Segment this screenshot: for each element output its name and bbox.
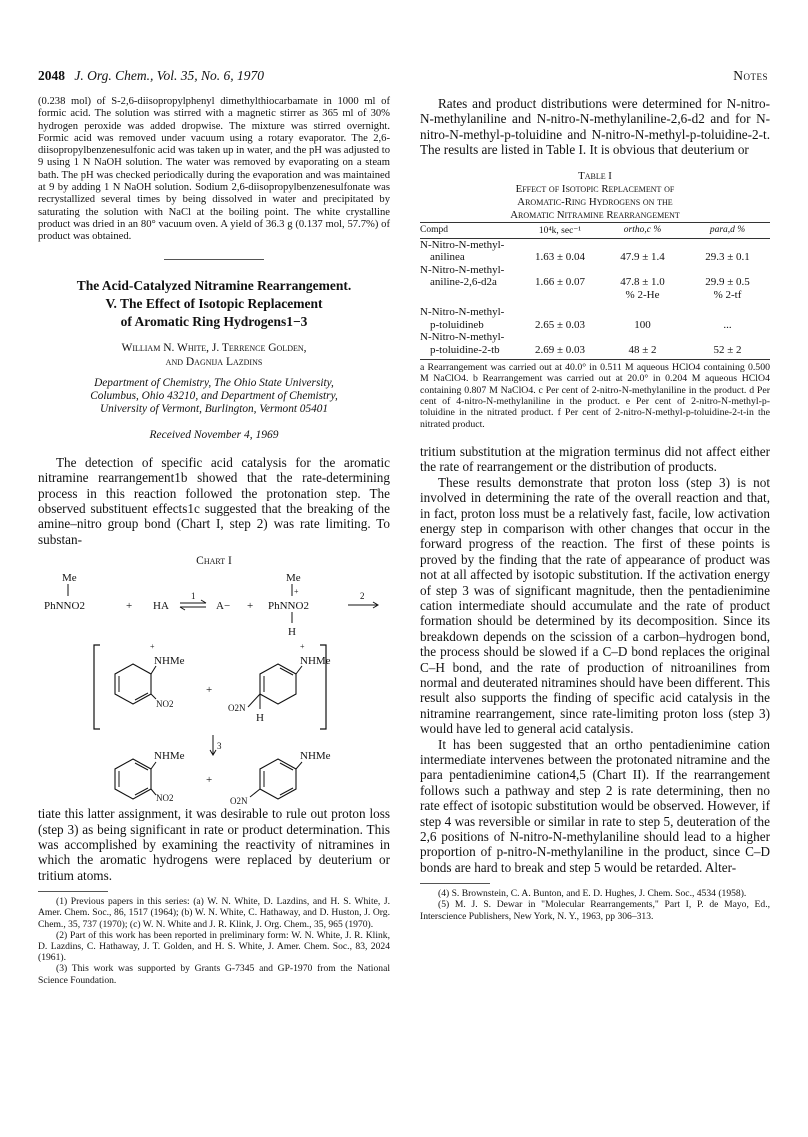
table-row xyxy=(420,344,770,357)
para-cell: 29.3 ± 0.1 xyxy=(705,251,750,264)
ortho-cell: 48 ± 2 xyxy=(628,343,657,356)
affiliation xyxy=(38,377,390,417)
table-row xyxy=(420,331,770,344)
rate-cell: 1.63 ± 0.04 xyxy=(534,251,586,264)
step-3-arrow xyxy=(210,735,222,755)
plus-sign: + xyxy=(247,600,254,613)
step-1-label: 1 xyxy=(191,591,196,602)
section-name: Notes xyxy=(733,68,768,83)
affiliation-line-1: Department of Chemistry, The Ohio State University, xyxy=(94,376,334,389)
nitramine-label: PhNNO2 xyxy=(44,600,85,613)
methyl-label: Me xyxy=(286,572,301,585)
right-column xyxy=(420,96,770,922)
reaction-scheme xyxy=(38,569,390,804)
plus-sign: + xyxy=(206,684,213,697)
footnote-4: (4) S. Brownstein, C. A. Bunton, and E. D. Hughes, J. Chem. Soc., 4534 (1958). xyxy=(438,888,747,900)
footnote-divider xyxy=(38,891,108,892)
ortho-cell: 100 xyxy=(634,318,651,331)
plus-sign: + xyxy=(206,774,213,787)
nhme-label: NHMe xyxy=(300,750,331,763)
o2n-label: O2N xyxy=(228,703,246,714)
proton-label: H xyxy=(288,626,296,639)
compound-name-line-1: N-Nitro-N-methyl- xyxy=(420,263,505,276)
para-intermediate xyxy=(228,642,331,724)
discussion-paragraph: These results demonstrate that proton loss (step 3) is not involved in determining the rate of the overall reaction and that, in fact, proton loss must be a relatively fast, facile, low activation energy step in comparison with other changes that occur in the forward progress of the reaction. The first of these points is proved by the finding that the rate of appearance of product was not at all affected by isotopic substitution. If the activation energy of step 3 was of significant magnitude, then the pentadienimine cation intermediate should accumulate and the rate of product formation should be determined by its decomposition. Since its breakdown depends on the scission of a carbon–hydrogen bond, the process should be slowed if a C–D bond replaces the original C–H bond, and the rate of production of nitroanilines from normal and deuterated nitramines should have been different. This result also supports the finding of specific acid catalysis in the nitramine rearrangement, since rate-limiting proton loss (step 3) would have led to general acid catalysis. xyxy=(420,474,770,737)
table-label: Table I xyxy=(578,169,612,182)
compound-name-line-1: N-Nitro-N-methyl- xyxy=(420,306,505,319)
author-list xyxy=(38,341,390,369)
footnote-1: (1) Previous papers in this series: (a) W. N. White, D. Lazdins, and H. S. White, J. Amer. Chem. Soc., 86, 1517 (1964); (b) W. N. White, C. Hathaway, and D. Huston, J. Org. Chem., 35, 737 (1970); (c) W. N. White and J. R. Klink, J. Org. Chem., 35, 965 (1970). xyxy=(38,896,390,930)
compound-name-line-2: anilinea xyxy=(430,251,465,264)
anion-label: A− xyxy=(216,600,231,613)
plus-charge: + xyxy=(294,587,299,597)
table-caption xyxy=(420,170,770,222)
footnote-2: (2) Part of this work has been reported in preliminary form: W. N. White, J. R. Klink, D. Lazdins, C. Hathaway, J. T. Golden, and H. S. White, J. Amer. Chem. Soc., 83, 2024 (1961). xyxy=(38,929,390,964)
subheader-ortho: % 2-He xyxy=(625,288,660,301)
plus-charge: + xyxy=(300,642,305,652)
table-row xyxy=(420,319,770,332)
received-date: Received November 4, 1969 xyxy=(149,428,279,441)
table-title-line-1: Effect of Isotopic Replacement of xyxy=(515,182,675,195)
affiliation-line-2: Columbus, Ohio 43210, and Department of Chemistry, xyxy=(90,389,338,402)
footnote-divider xyxy=(420,883,490,884)
no2-label: NO2 xyxy=(156,793,174,804)
table-title-line-2: Aromatic-Ring Hydrogens on the xyxy=(517,195,673,208)
mechanism-paragraph: It has been suggested that an ortho pentadienimine cation intermediate intervenes between the protonated nitramine and the para pentadienimine cation4,5 (Chart II). If the rearrangement follows such a pathway and step 2 is rate determining, then no rate effect of isotopic substitution would be observed. However, if step 4 was reversible or similar in rate to step 5, deuteration of the 2,6 positions of N-nitro-N-methylaniline should lead to a higher proportion of p-nitro-N-methylaniline in the product, since C–D bonds are hard to break and step 5 would be retarded. Alter- xyxy=(420,736,770,875)
left-column xyxy=(38,96,390,986)
compound-name-line-2: p-toluidineb xyxy=(430,318,484,331)
authors-line-1: William N. White, J. Terrence Golden, xyxy=(121,341,307,354)
step-3-label: 3 xyxy=(217,741,222,752)
title-line-3: of Aromatic Ring Hydrogens1−3 xyxy=(120,313,308,329)
compound-name-line-1: N-Nitro-N-methyl- xyxy=(420,238,505,251)
page-header xyxy=(38,68,768,88)
table-row xyxy=(420,264,770,277)
ortho-product xyxy=(115,750,185,803)
nhme-label: NHMe xyxy=(300,655,331,668)
intro-paragraph: The detection of specific acid catalysis for the aromatic nitramine rearrangement1b showed that the rate-determining process in this reaction followed the protonation step. The observed substituent effects1c suggested that the breaking of the amine–nitro group bond (Chart I, step 2) was rate limiting. To substan- xyxy=(38,454,390,547)
plus-sign: + xyxy=(126,600,133,613)
o2n-label: O2N xyxy=(230,796,248,805)
compound-name-line-1: N-Nitro-N-methyl- xyxy=(420,331,505,344)
chart-title: Chart I xyxy=(196,555,232,568)
plus-charge: + xyxy=(150,642,155,652)
rate-cell: 1.66 ± 0.07 xyxy=(534,276,586,289)
ortho-cell: 47.9 ± 1.4 xyxy=(620,251,665,264)
no2-label: NO2 xyxy=(156,699,174,710)
table-header-row xyxy=(420,222,770,238)
ortho-cell: 47.8 ± 1.0 xyxy=(620,276,665,289)
table-row xyxy=(420,276,770,289)
title-line-1: The Acid-Catalyzed Nitramine Rearrangement. xyxy=(76,277,352,293)
article-title xyxy=(38,277,390,331)
protonated-nitramine-label: PhNNO2 xyxy=(268,600,309,613)
table-row xyxy=(420,301,770,319)
left-bracket xyxy=(94,645,100,729)
methyl-label: Me xyxy=(62,572,77,585)
column-header-compd: Compd xyxy=(420,222,520,238)
affiliation-line-3: University of Vermont, Burlington, Vermont 05401 xyxy=(99,403,329,416)
compound-name-line-2: aniline-2,6-d2a xyxy=(430,276,497,289)
nhme-label: NHMe xyxy=(154,750,185,763)
step-2-arrow xyxy=(348,591,378,608)
page-number: 2048 xyxy=(38,68,65,83)
continuation-paragraph: tiate this latter assignment, it was desirable to rule out proton loss (step 3) as being significant in rate or product determination. This was accomplished by examining the reactivity of nitramines in which the aromatic hydrogens were replaced by deuterium or tritium atoms. xyxy=(38,806,390,883)
compound-name-line-2: p-toluidine-2-tb xyxy=(430,343,500,356)
proton-label: H xyxy=(256,712,264,725)
table-row xyxy=(420,238,770,251)
table-subheader-row xyxy=(420,289,770,302)
ortho-intermediate xyxy=(115,642,185,709)
column-header-rate: 10⁴k, sec⁻¹ xyxy=(520,222,600,238)
footnote-5: (5) M. J. S. Dewar in "Molecular Rearrangements," Part I, P. de Mayo, Ed., Interscience Publishers, New York, N. Y., 1963, pp 306–313. xyxy=(420,899,770,922)
subheader-para: % 2-tf xyxy=(713,288,742,301)
footnote-3: (3) This work was supported by Grants G-7345 and GP-1970 from the National Science Foundation. xyxy=(38,963,390,986)
results-paragraph: Rates and product distributions were determined for N-nitro-N-methylaniline and N-nitro-N-methylaniline-2,6-d2 and for N-nitro-N-methyl-p-toluidine and N-nitro-N-methyl-p-toluidine-2-t. The results are listed in Table I. It is obvious that deuterium or xyxy=(420,96,770,158)
results-table xyxy=(420,222,770,357)
para-cell: 52 ± 2 xyxy=(713,343,742,356)
table-footnotes: a Rearrangement was carried out at 40.0° in 0.511 M aqueous HClO4 containing 0.500 M NaClO4. b Rearrangement was carried out at 20.0° in 0.204 M aqueous HClO4 containing 0.807 M NaClO4. c Per cent of 2-nitro-N-methylaniline in the product. d Per cent of 4-nitro-N-methylaniline in the product. e Per cent of 2-nitro-N-methyl-p-toluidine in the nitrated product. f Per cent of 2-nitro-N-methyl-p-toluidine-2-t-in the nitrated product. xyxy=(420,359,770,430)
rate-cell: 2.65 ± 0.03 xyxy=(534,318,586,331)
para-cell: 29.9 ± 0.5 xyxy=(705,276,750,289)
table-title-line-3: Aromatic Nitramine Rearrangement xyxy=(510,208,680,221)
authors-line-2: and Dagnija Lazdins xyxy=(165,355,263,368)
equilibrium-arrow xyxy=(180,591,206,610)
table-row xyxy=(420,251,770,264)
step-2-label: 2 xyxy=(360,591,365,602)
experimental-paragraph: (0.238 mol) of S-2,6-diisopropylphenyl dimethylthiocarbamate in 1000 ml of formic acid. The solution was stirred with a magnetic stirrer as 365 ml of 30% hydrogen peroxide was added dropwise. The mixture was stirred overnight. Formic acid was removed under vacuum using a rotary evaporator. The 2,6-diisopropylbenzenesulfonic acid was taken up in water, and the pH was adjusted to 9 using 1 N NaOH solution. The water was removed by evaporating on a steam bath. The pH was checked periodically during the evaporation and was maintained at 9 by adding 1 N NaOH solution. Sodium 2,6-diisopropylbenzenesulfonate was recrystallized several times by being dissolved in water and precipitated by saturating the solution with NaCl at the boiling point. The white crystalline product was dried in an 80° vacuum oven. A yield of 36.3 g (0.137 mol, 57.7%) of product was obtained. xyxy=(38,96,390,243)
continuation-paragraph: tritium substitution at the migration terminus did not affect either the rate of rearrangement or the distribution of products. xyxy=(420,443,770,475)
para-product xyxy=(230,750,331,804)
journal-citation: J. Org. Chem., Vol. 35, No. 6, 1970 xyxy=(74,68,264,83)
nhme-label: NHMe xyxy=(154,655,185,668)
acid-label: HA xyxy=(153,600,169,613)
column-header-ortho: ortho,c % xyxy=(600,222,685,238)
column-header-para: para,d % xyxy=(685,222,770,238)
section-divider xyxy=(164,259,264,260)
rate-cell: 2.69 ± 0.03 xyxy=(534,343,586,356)
title-line-2: V. The Effect of Isotopic Replacement xyxy=(105,295,323,311)
para-cell: ... xyxy=(723,318,732,331)
